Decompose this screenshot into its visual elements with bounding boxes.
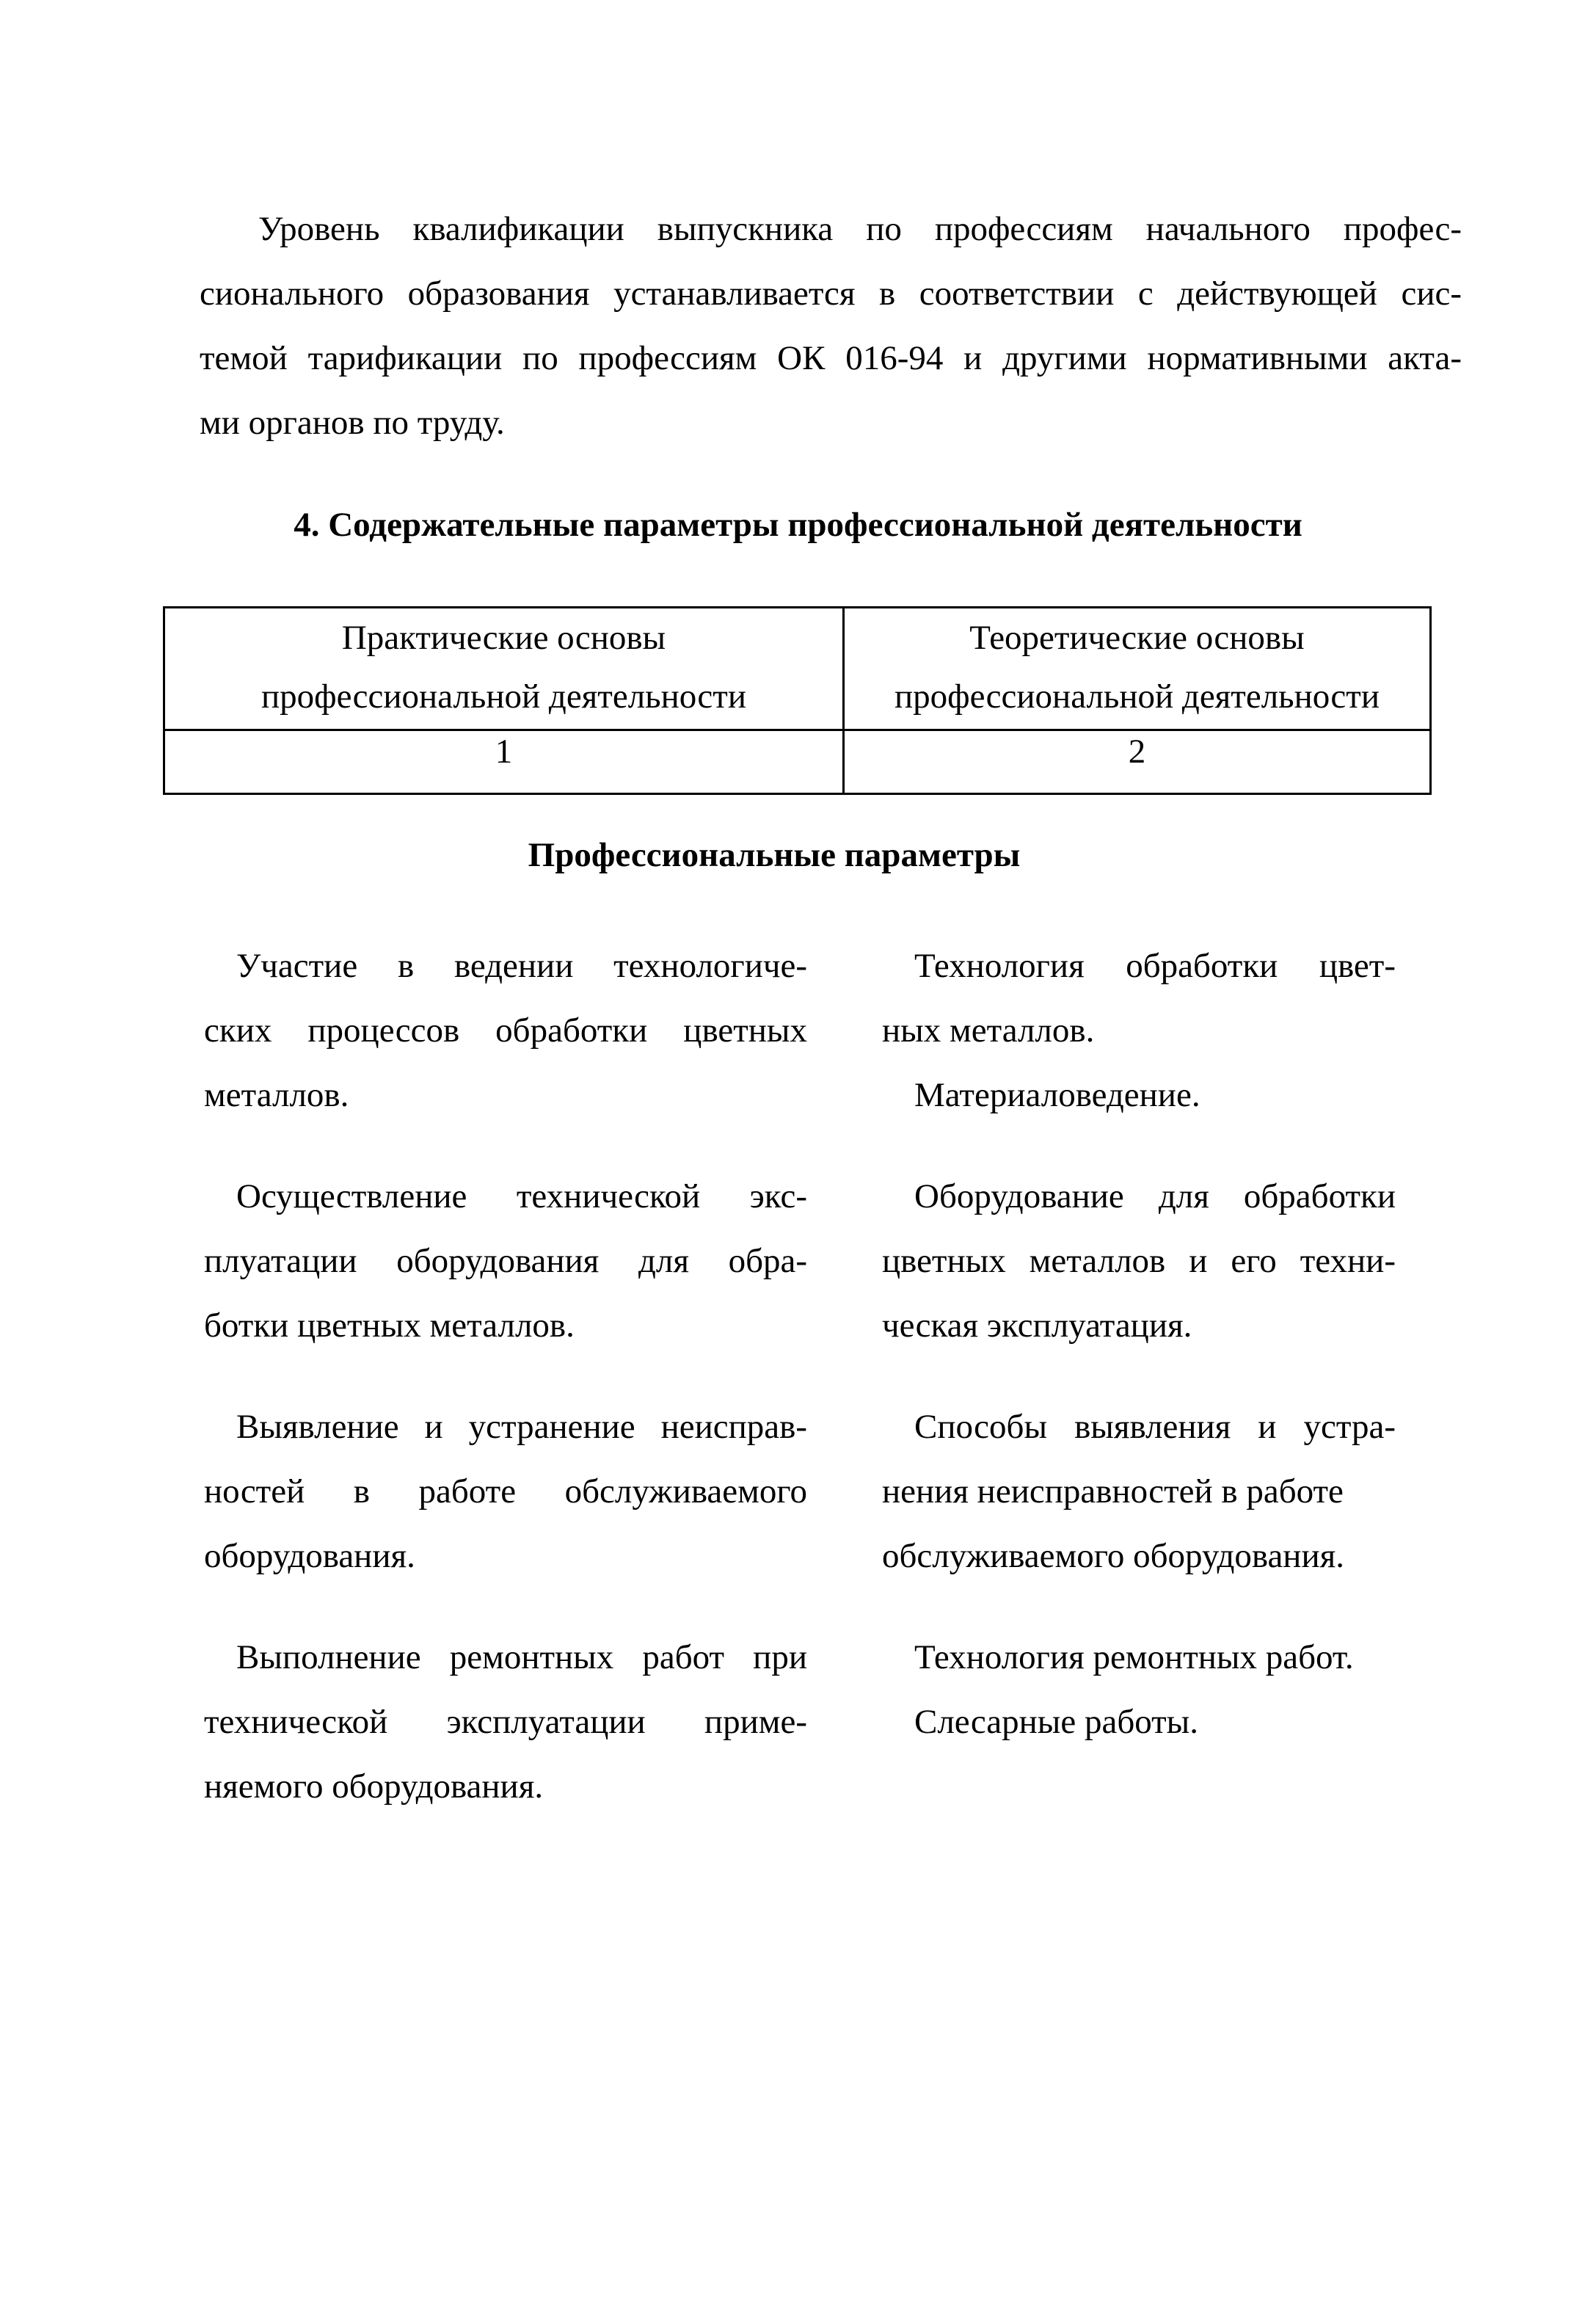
item-line: ных металлов. bbox=[882, 1011, 1095, 1050]
theoretical-item bbox=[882, 1395, 1396, 1588]
intro-paragraph bbox=[200, 197, 1462, 455]
practical-item bbox=[204, 1164, 807, 1358]
practical-item bbox=[204, 1395, 807, 1588]
item-line: Выявление и устранение неисправ- bbox=[236, 1408, 807, 1446]
item-line: Материаловедение. bbox=[914, 1076, 1200, 1114]
item-line: металлов. bbox=[204, 1076, 349, 1114]
item-line: Оборудование для обработки bbox=[914, 1177, 1396, 1215]
table-header-row bbox=[164, 608, 1431, 730]
table-number-row bbox=[164, 730, 1431, 794]
item-line: оборудования. bbox=[204, 1537, 415, 1575]
intro-line: ми органов по труду. bbox=[200, 404, 505, 442]
theoretical-item bbox=[882, 1164, 1396, 1358]
item-line: Технология обработки цвет- bbox=[914, 947, 1396, 985]
item-line: Слесарные работы. bbox=[914, 1703, 1198, 1741]
item-line: Осуществление технической экс- bbox=[236, 1177, 807, 1215]
item-line: Технология ремонтных работ. bbox=[914, 1638, 1354, 1676]
header-cell-line: Теоретические основы bbox=[969, 619, 1305, 657]
item-line: ботки цветных металлов. bbox=[204, 1306, 575, 1345]
header-cell-line: профессиональной деятельности bbox=[894, 677, 1380, 716]
intro-line: Уровень квалификации выпускника по профессиям начального профес- bbox=[258, 210, 1462, 248]
practical-item bbox=[204, 934, 807, 1127]
item-line: Участие в ведении технологиче- bbox=[236, 947, 807, 985]
item-line: нения неисправностей в работе bbox=[882, 1472, 1344, 1511]
theoretical-column bbox=[882, 934, 1396, 1791]
item-line: Способы выявления и устра- bbox=[914, 1408, 1396, 1446]
practical-column bbox=[204, 934, 807, 1855]
section-title: 4. Содержательные параметры профессиональной деятельности bbox=[294, 506, 1302, 544]
item-line: обслуживаемого оборудования. bbox=[882, 1537, 1344, 1575]
item-line: Выполнение ремонтных работ при bbox=[236, 1638, 807, 1676]
item-line: технической эксплуатации приме- bbox=[204, 1703, 807, 1741]
column-number-1: 1 bbox=[164, 730, 844, 794]
item-line: няемого оборудования. bbox=[204, 1767, 544, 1806]
header-cell-theoretical bbox=[844, 608, 1431, 730]
column-number-2: 2 bbox=[844, 730, 1431, 794]
practical-item bbox=[204, 1625, 807, 1819]
header-cell-practical bbox=[164, 608, 844, 730]
item-line: ских процессов обработки цветных bbox=[204, 1011, 807, 1050]
header-cell-line: Практические основы bbox=[341, 619, 666, 657]
item-line: плуатации оборудования для обра- bbox=[204, 1242, 807, 1280]
item-line: ностей в работе обслуживаемого bbox=[204, 1472, 807, 1511]
header-cell-line: профессиональной деятельности bbox=[261, 677, 746, 716]
item-line: цветных металлов и его техни- bbox=[882, 1242, 1396, 1280]
intro-line: сионального образования устанавливается в соответствии с действующей сис- bbox=[200, 275, 1462, 313]
subsection-title: Профессиональные параметры bbox=[528, 836, 1021, 874]
theoretical-item bbox=[882, 934, 1396, 1127]
theoretical-item bbox=[882, 1625, 1396, 1754]
parameters-header-table bbox=[163, 606, 1432, 795]
item-line: ческая эксплуатация. bbox=[882, 1306, 1192, 1345]
intro-line: темой тарификации по профессиям ОК 016-94 и другими нормативными акта- bbox=[200, 339, 1462, 377]
